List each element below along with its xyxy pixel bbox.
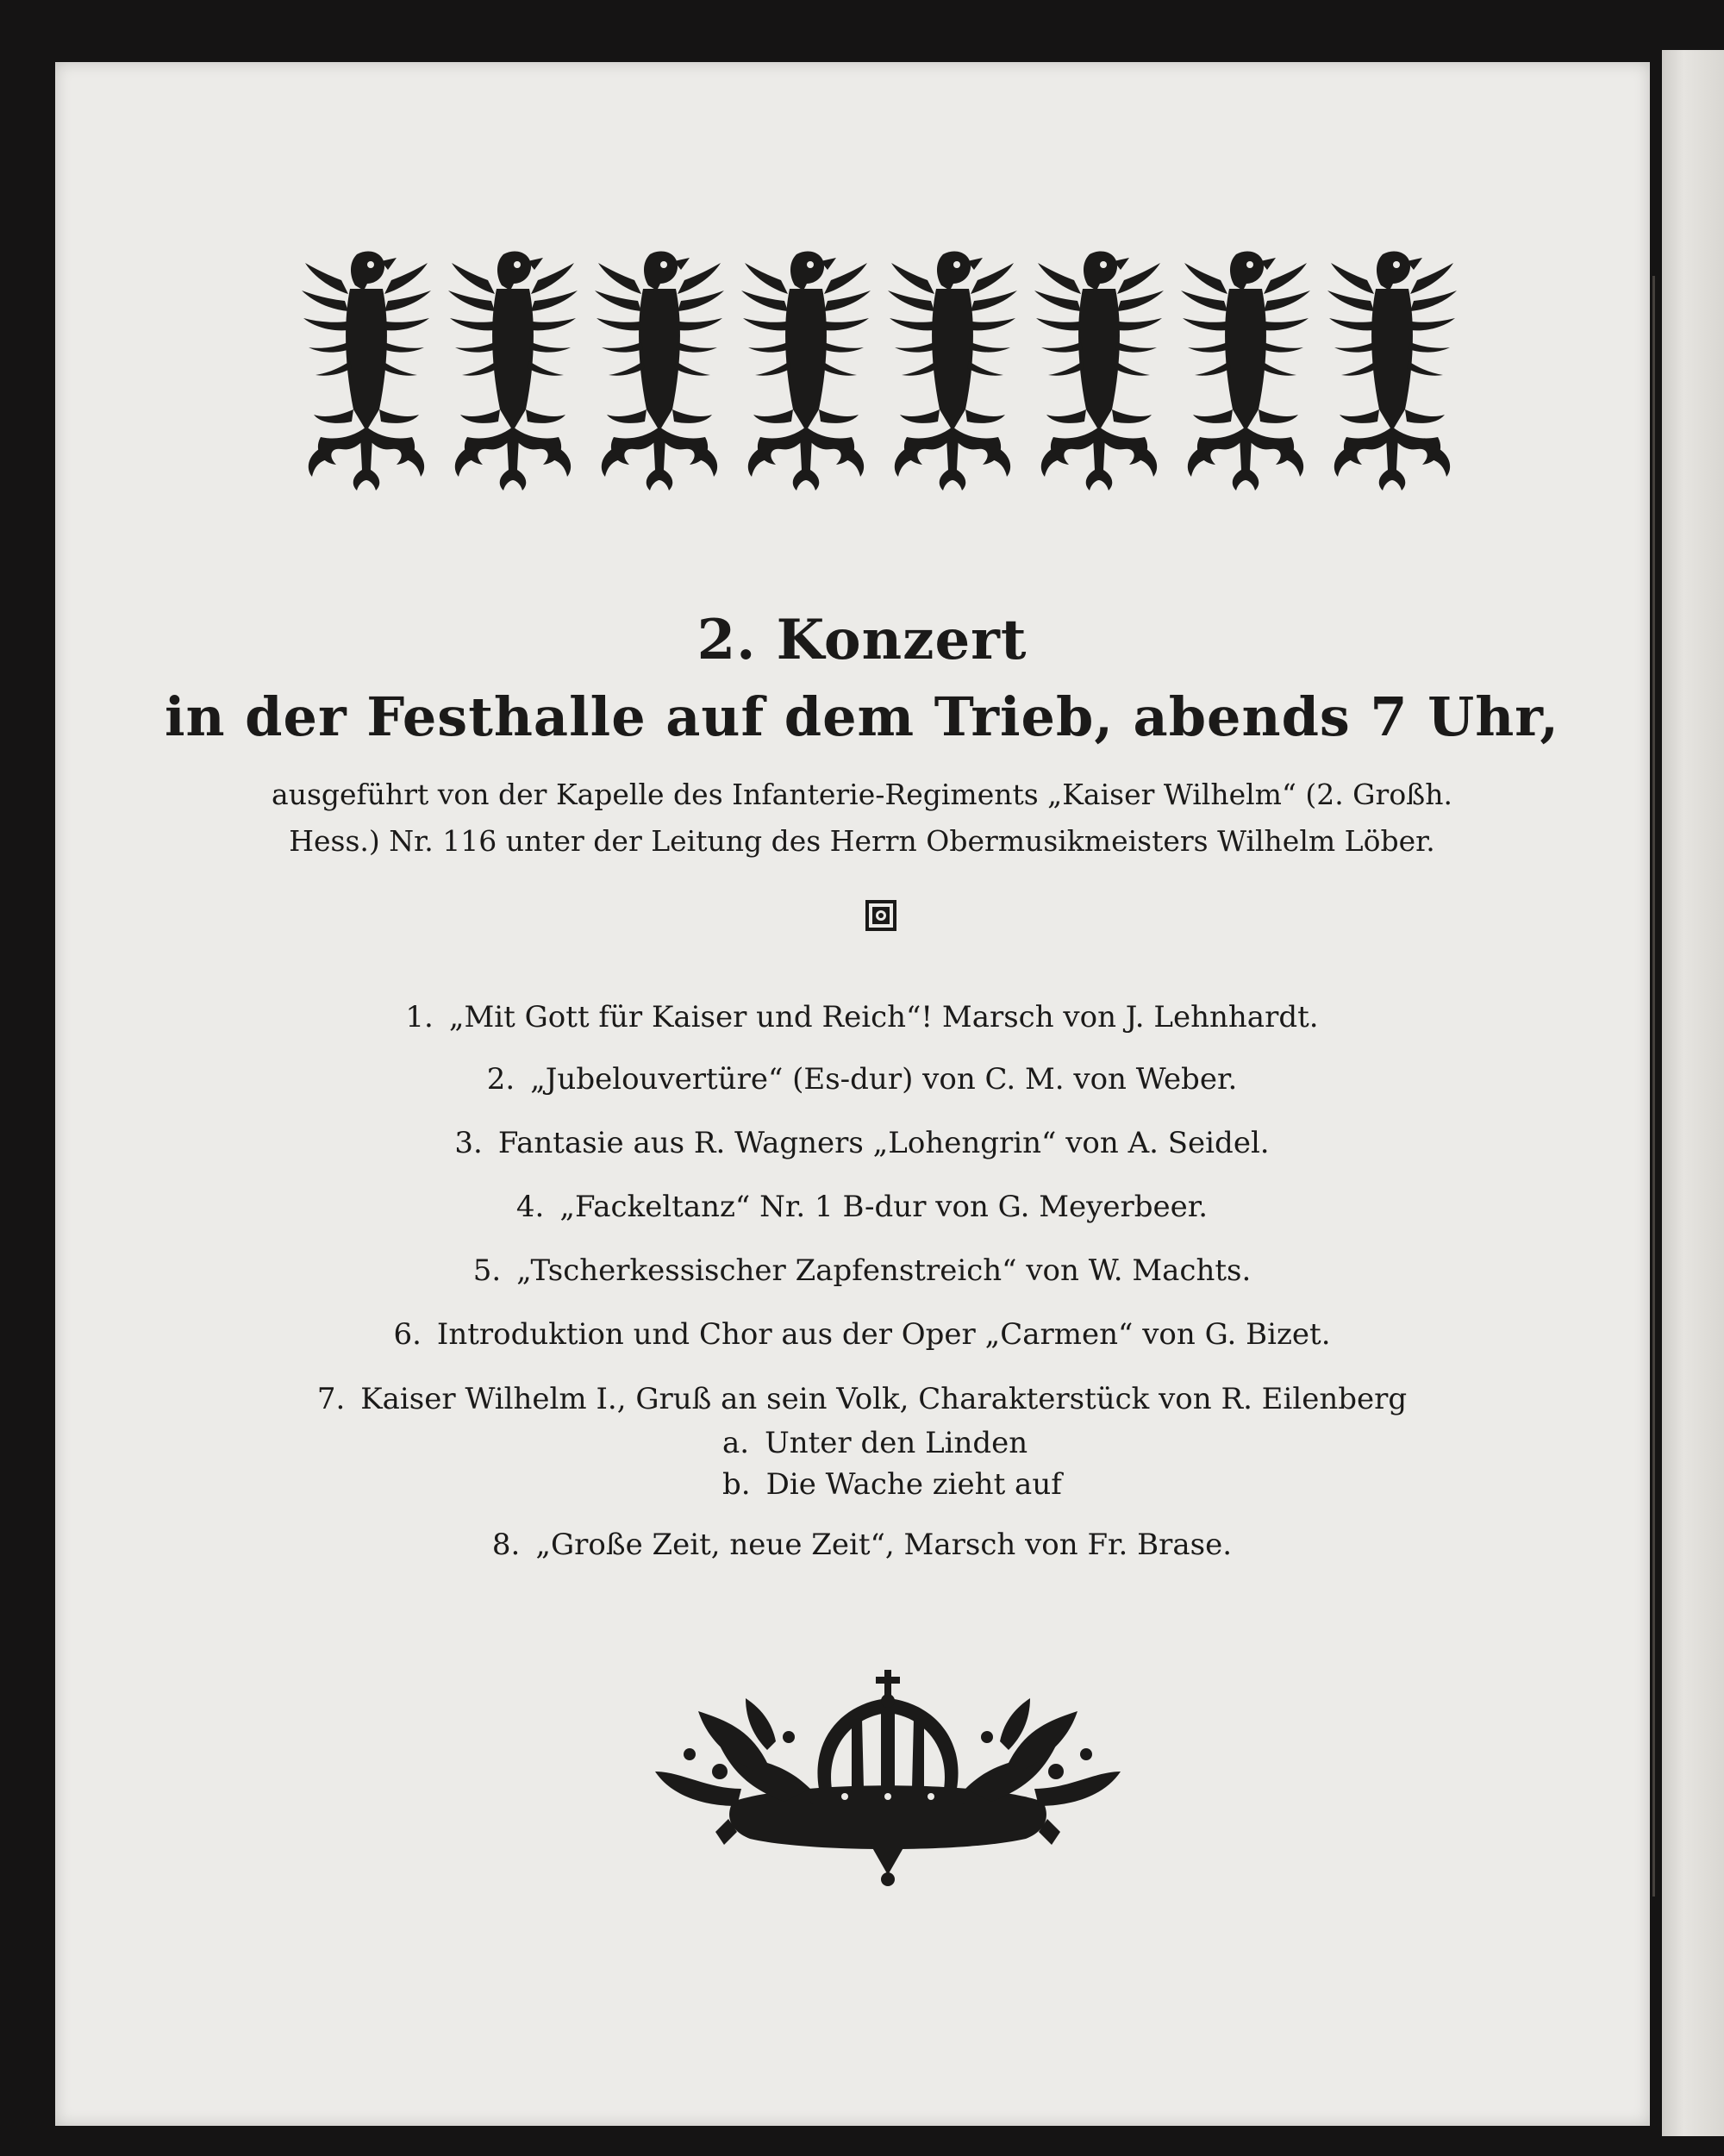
program-item-number: 4. (515, 1190, 545, 1224)
program-item-number: 7. (316, 1382, 346, 1416)
concert-venue-time: in der Festhalle auf dem Trieb, abends 7 Uhr, (164, 685, 1560, 748)
program-subitem (722, 1464, 1062, 1505)
program-item (0, 1317, 1724, 1352)
program-item (0, 1382, 1724, 1416)
performer-note (0, 772, 1724, 865)
program-item-number: 6. (393, 1317, 422, 1352)
program-item-text: Introduktion und Chor aus der Oper „Carmen“ von G. Bizet. (436, 1317, 1331, 1352)
program-item-text: „Fackeltanz“ Nr. 1 B-dur von G. Meyerbeer. (559, 1190, 1209, 1224)
program-item-number: 8. (491, 1528, 521, 1562)
eagle-icon (1181, 246, 1310, 491)
program-item (0, 1126, 1724, 1160)
program-item-number: 5. (472, 1253, 502, 1288)
program-item-text: Fantasie aus R. Wagners „Lohengrin“ von A. Seidel. (497, 1126, 1270, 1160)
performer-note-line: Hess.) Nr. 116 unter der Leitung des Herrn Obermusikmeisters Wilhelm Löber. (289, 824, 1435, 858)
program-subitem-letter: a. (722, 1426, 750, 1460)
concert-title: 2. Konzert (696, 608, 1028, 672)
program-subitem-letter: b. (722, 1467, 751, 1502)
eagle-icon (302, 246, 431, 491)
eagle-frieze (302, 246, 1457, 491)
eagle-icon (1034, 246, 1164, 491)
program-item-text: „Tscherkessischer Zapfenstreich“ von W. Machts. (516, 1253, 1252, 1288)
eagle-icon (741, 246, 871, 491)
program-subitem-text: Unter den Linden (765, 1426, 1028, 1460)
program-item-text: Kaiser Wilhelm I., Gruß an sein Volk, Charakterstück von R. Eilenberg (360, 1382, 1408, 1416)
program-subitems (722, 1422, 1062, 1505)
program-item-text: „Große Zeit, neue Zeit“, Marsch von Fr. Brase. (535, 1528, 1233, 1562)
program-item (0, 1528, 1724, 1562)
program-item (0, 1000, 1724, 1034)
ornament-icon (865, 900, 896, 931)
program-item-text: „Mit Gott für Kaiser und Reich“! Marsch von J. Lehnhardt. (448, 1000, 1319, 1034)
program-item (0, 1062, 1724, 1097)
program-subitem (722, 1422, 1062, 1464)
eagle-icon (595, 246, 724, 491)
program-item-number: 3. (454, 1126, 483, 1160)
program-subitem-text: Die Wache zieht auf (765, 1467, 1062, 1502)
program-item-text: „Jubelouvertüre“ (Es-dur) von C. M. von Weber. (530, 1062, 1238, 1097)
program-item (0, 1253, 1724, 1288)
crown-cushion-icon (638, 1659, 1138, 1892)
eagle-icon (888, 246, 1017, 491)
performer-note-line: ausgeführt von der Kapelle des Infanterie-Regiments „Kaiser Wilhelm“ (2. Großh. (272, 778, 1452, 811)
eagle-icon (448, 246, 578, 491)
eagle-icon (1327, 246, 1457, 491)
program-item-number: 1. (405, 1000, 434, 1034)
program-item-number: 2. (486, 1062, 515, 1097)
program-item (0, 1190, 1724, 1224)
